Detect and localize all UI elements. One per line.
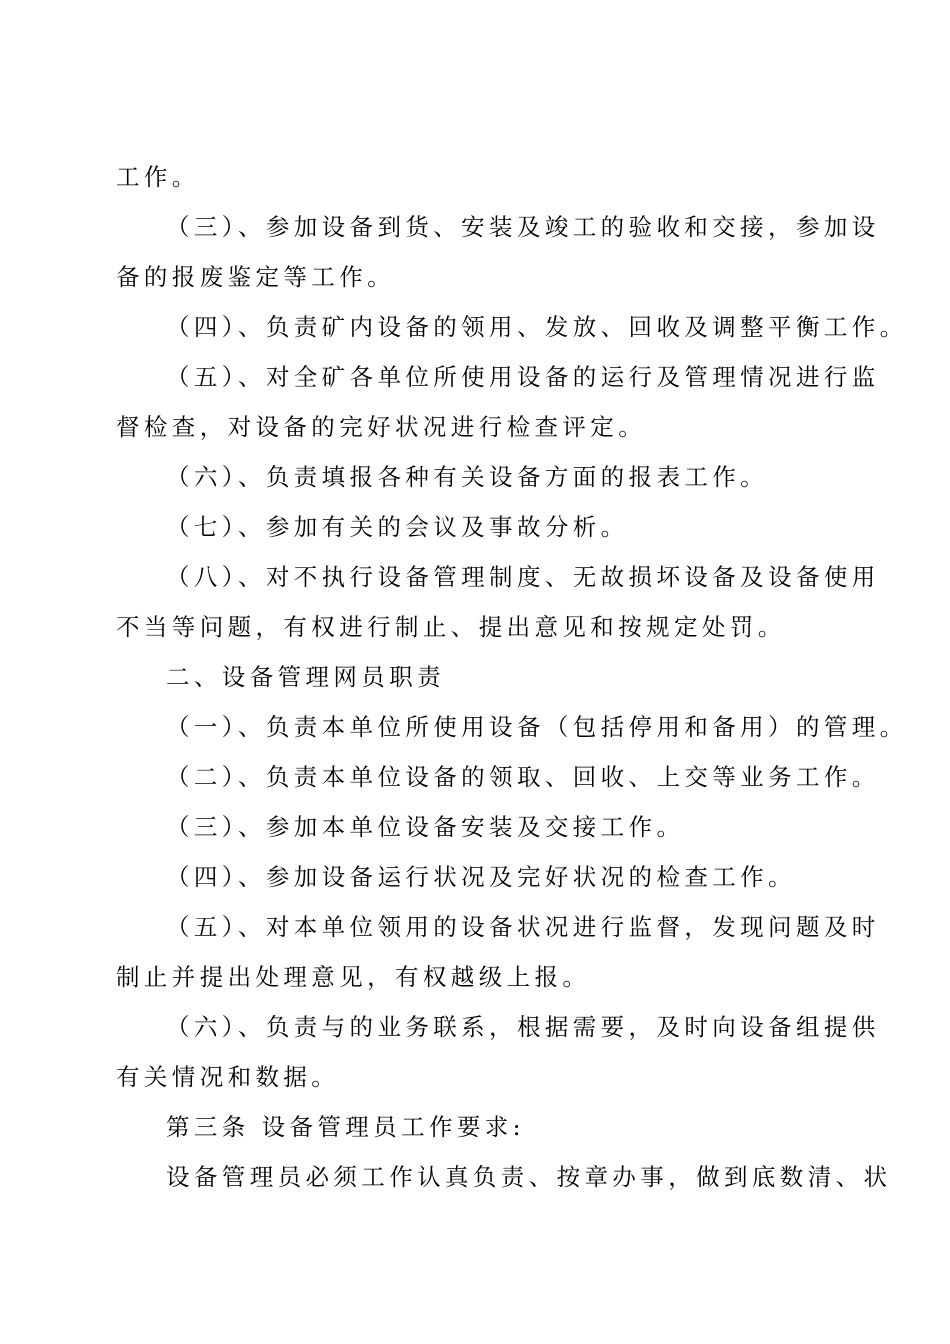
paragraph-line: （六）、负责填报各种有关设备方面的报表工作。 [166, 463, 769, 491]
paragraph-line: （五）、对全矿各单位所使用设备的运行及管理情况进行监 [166, 363, 880, 391]
paragraph-line: （四）、负责矿内设备的领用、发放、回收及调整平衡工作。 [166, 313, 908, 341]
paragraph-line: （四）、参加设备运行状况及完好状况的检查工作。 [166, 863, 796, 891]
paragraph-line: （八）、对不执行设备管理制度、无故损坏设备及设备使用 [166, 563, 880, 591]
paragraph-line: （七）、参加有关的会议及事故分析。 [166, 513, 629, 541]
paragraph-line: （一）、负责本单位所使用设备（包括停用和备用）的管理。 [166, 713, 908, 741]
paragraph-line: （二）、负责本单位设备的领取、回收、上交等业务工作。 [166, 763, 880, 791]
paragraph-line: 督检查，对设备的完好状况进行检查评定。 [116, 413, 647, 441]
article-heading: 第三条 设备管理员工作要求: [166, 1113, 525, 1141]
paragraph-line: 工作。 [116, 163, 200, 191]
paragraph-line: 有关情况和数据。 [116, 1063, 340, 1091]
paragraph-line: 备的报废鉴定等工作。 [116, 263, 395, 291]
paragraph-line: （三）、参加设备到货、安装及竣工的验收和交接，参加设 [166, 213, 880, 241]
paragraph-line: 设备管理员必须工作认真负责、按章办事，做到底数清、状 [166, 1163, 892, 1191]
paragraph-line: （六）、负责与的业务联系，根据需要，及时向设备组提供 [166, 1013, 880, 1041]
paragraph-line: （三）、参加本单位设备安装及交接工作。 [166, 813, 685, 841]
paragraph-line: 不当等问题，有权进行制止、提出意见和按规定处罚。 [116, 613, 786, 641]
paragraph-line: （五）、对本单位领用的设备状况进行监督，发现问题及时 [166, 913, 880, 941]
paragraph-line: 制止并提出处理意见，有权越级上报。 [116, 963, 591, 991]
section-heading: 二、设备管理网员职责 [166, 663, 445, 691]
